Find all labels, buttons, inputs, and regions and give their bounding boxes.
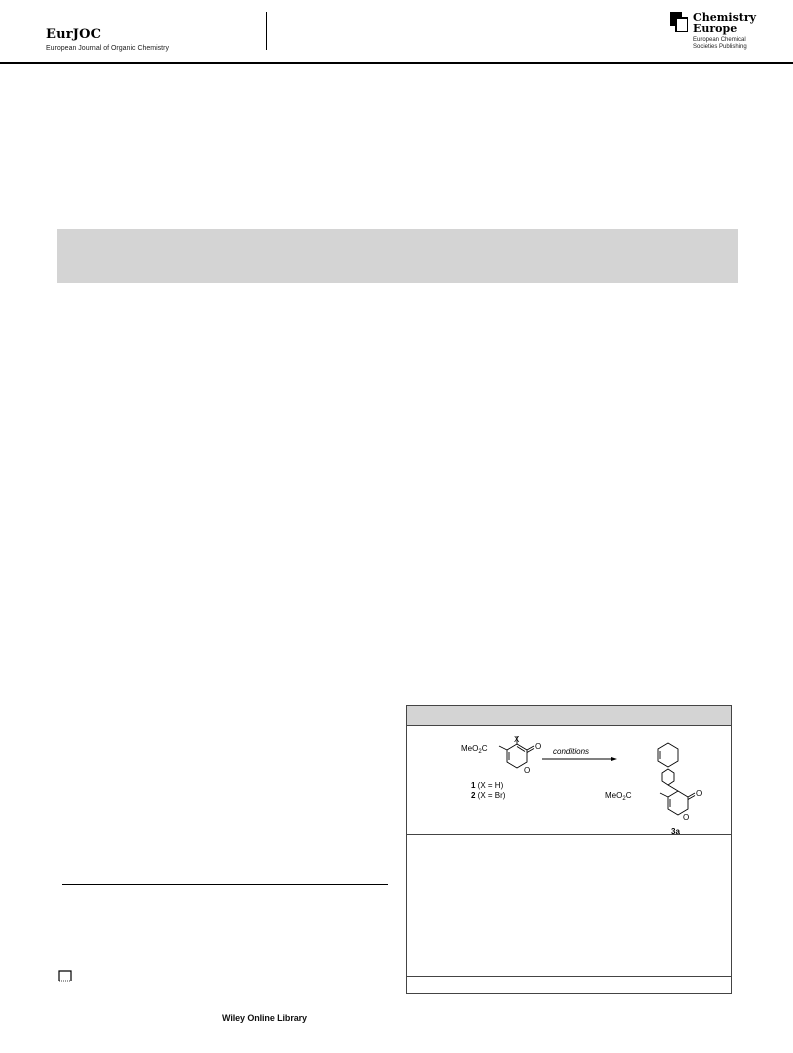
footer-brand: Wiley Online Library [222, 1013, 307, 1023]
carbonyl-oxygen-left: O [535, 742, 542, 751]
ester-right [605, 791, 632, 802]
brand-sub-line-1: European Chemical [693, 37, 746, 43]
brand-sub-line-2: Societies Publishing [693, 44, 747, 50]
ester-left-suffix: C [481, 744, 488, 753]
brand-line-2: Europe [693, 22, 738, 35]
publisher-subtitle [693, 37, 747, 51]
arrow-label: conditions [553, 747, 590, 756]
gray-banner [57, 229, 738, 283]
product-number: 3a [671, 827, 680, 834]
brand-line-1: Chemistry [693, 11, 757, 24]
scheme-divider-top [407, 834, 731, 835]
substituent-x: X [514, 735, 520, 744]
compound-1-number: 1 [471, 781, 476, 790]
carbonyl-oxygen-right: O [696, 789, 703, 798]
product-structure [658, 743, 695, 815]
header-divider [266, 12, 267, 50]
compound-2-number: 2 [471, 791, 476, 800]
journal-title: EurJOC [46, 27, 102, 42]
footnote-rule [62, 884, 388, 885]
compound-2-label [471, 791, 506, 800]
scheme-header-bar [407, 706, 731, 726]
ester-right-sub: 2 [622, 796, 626, 802]
document-icon [58, 970, 72, 982]
scheme-divider-bottom [407, 976, 731, 977]
ester-left [461, 744, 488, 755]
ester-left-prefix: MeO [461, 744, 479, 753]
chemistry-europe-logo-icon [670, 12, 688, 32]
header-rule [0, 62, 793, 64]
ester-right-prefix: MeO [605, 791, 623, 800]
ester-right-suffix: C [625, 791, 632, 800]
ester-left-sub: 2 [478, 749, 482, 755]
ring-oxygen-left: O [524, 766, 531, 775]
page-header [0, 0, 793, 64]
ring-oxygen-right: O [683, 813, 690, 822]
compound-1-label [471, 781, 504, 790]
publisher-brand [693, 12, 756, 34]
journal-subtitle: European Journal of Organic Chemistry [46, 45, 169, 52]
compound-2-x: (X = Br) [475, 791, 506, 800]
reaction-scheme-box [406, 705, 732, 994]
reaction-arrowhead [611, 757, 617, 761]
compound-1-x: (X = H) [475, 781, 504, 790]
reaction-scheme [407, 726, 731, 834]
